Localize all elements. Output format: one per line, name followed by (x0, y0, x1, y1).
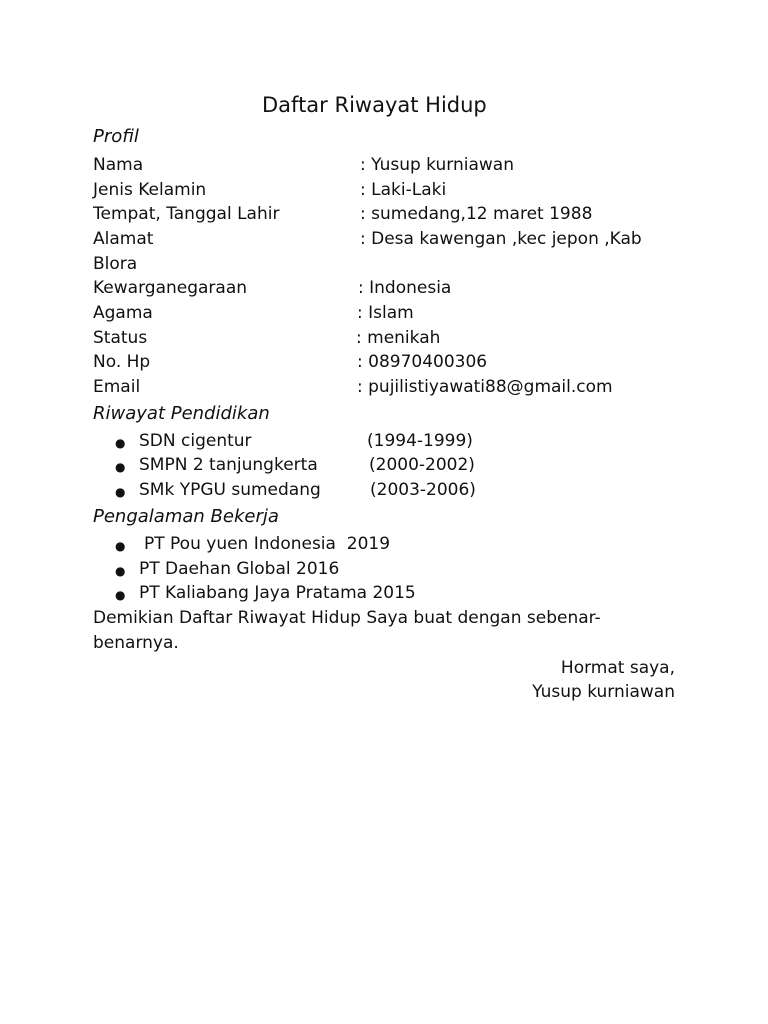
profil-value-no-hp: : 08970400306 (357, 352, 488, 372)
bullet-icon: ● (115, 564, 126, 578)
profil-label-alamat: Alamat (93, 229, 154, 249)
bullet-icon: ● (115, 436, 126, 450)
work-item: PT Daehan Global 2016 (139, 559, 340, 579)
education-school: SMk YPGU sumedang (139, 480, 321, 500)
education-years: (2003-2006) (370, 480, 476, 500)
profil-label-ttl: Tempat, Tanggal Lahir (93, 204, 280, 224)
education-years: (1994-1999) (367, 431, 473, 451)
profil-label-kewarganegaraan: Kewarganegaraan (93, 278, 248, 298)
closing-line-1: Demikian Daftar Riwayat Hidup Saya buat dengan sebenar- (93, 608, 601, 628)
profil-value-alamat: : Desa kawengan ,kec jepon ,Kab (360, 229, 642, 249)
profil-value-email: : pujilistiyawati88@gmail.com (357, 377, 613, 397)
profil-label-status: Status (93, 328, 148, 348)
signature-name: Yusup kurniawan (532, 682, 675, 702)
profil-label-no-hp: No. Hp (93, 352, 151, 372)
profil-value-status: : menikah (356, 328, 441, 348)
bullet-icon: ● (115, 460, 126, 474)
education-school: SMPN 2 tanjungkerta (139, 455, 318, 475)
bullet-icon: ● (115, 485, 126, 499)
section-heading-profil: Profil (93, 126, 139, 147)
profil-label-blora: Blora (93, 254, 138, 274)
education-years: (2000-2002) (369, 455, 475, 475)
education-school: SDN cigentur (139, 431, 252, 451)
work-item: PT Pou yuen Indonesia 2019 (144, 534, 391, 554)
profil-label-email: Email (93, 377, 141, 397)
profil-value-jenis-kelamin: : Laki-Laki (360, 180, 447, 200)
profil-value-kewarganegaraan: : Indonesia (358, 278, 452, 298)
closing-line-2: benarnya. (93, 633, 179, 653)
section-heading-pengalaman: Pengalaman Bekerja (93, 506, 279, 527)
bullet-icon: ● (115, 539, 126, 553)
profil-label-nama: Nama (93, 155, 144, 175)
page-title: Daftar Riwayat Hidup (262, 93, 487, 117)
profil-value-agama: : Islam (357, 303, 414, 323)
profil-value-nama: : Yusup kurniawan (360, 155, 514, 175)
section-heading-pendidikan: Riwayat Pendidikan (93, 403, 270, 424)
profil-label-agama: Agama (93, 303, 153, 323)
work-item: PT Kaliabang Jaya Pratama 2015 (139, 583, 416, 603)
profil-value-ttl: : sumedang,12 maret 1988 (360, 204, 593, 224)
profil-label-jenis-kelamin: Jenis Kelamin (93, 180, 207, 200)
bullet-icon: ● (115, 588, 126, 602)
signature-greeting: Hormat saya, (560, 658, 675, 678)
